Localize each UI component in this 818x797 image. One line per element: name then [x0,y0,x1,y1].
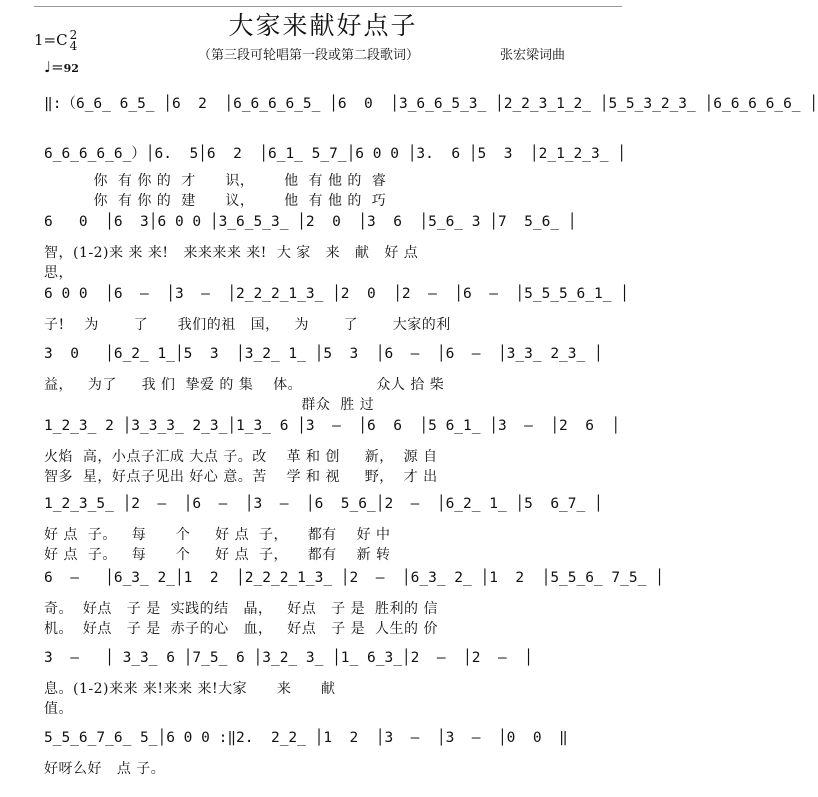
key-label: 1=C [34,31,68,49]
lyric-line: 值。 [44,701,73,717]
lyric-line: 子! 为 了 我们的祖 国， 为 了 大家的利 [44,317,451,333]
tempo-label: ♩= [44,58,64,76]
notation-row: 1̲2̲3̲ 2 │3̲3̲3̲ 2̲3̲│1̲3̲ 6 │3 – │6 6 │5 6̲1̲ │3 – │2 6 │ [44,418,621,434]
notation-row: 1̲2̲3̲5̲ │2 – │6 – │3 – │6 5̲6̲│2 – │6̲2̲ 1̲ │5 6̲7̲ │ [44,496,603,512]
key-signature [34,30,77,52]
notation-row: 6 0 │6 3│6 0 0 │3̲6̲5̲3̲ │2 0 │3 6 │5̲6̲ 3 │7 5̲6̲ │ [44,214,577,230]
composer: 张宏梁词曲 [500,48,566,63]
subtitle: （第三段可轮唱第一段或第二段歌词） [198,48,420,63]
song-title: 大家来献好点子 [228,11,418,40]
tempo-mark [44,58,79,76]
lyric-line: 好呀么好 点 子。 [44,761,166,777]
lyric-line: 智，(1-2)来 来 来! 来来来来 来! 大 家 来 献 好 点 [44,245,419,261]
lyric-line: 你 有 你 的 建 议， 他 有 他 的 巧 [44,193,387,209]
lyric-line: 好 点 子。 每 个 好 点 子， 都有 新 转 [44,547,391,563]
lyric-line: 你 有 你 的 才 识， 他 有 他 的 睿 [44,173,387,189]
lyric-line: 息。(1-2)来来 来!来来 来!大家 来 献 [44,681,336,697]
notation-row: 6 0 0 │6 – │3 – │2̲2̲2̲1̲3̲ │2 0 │2 – │6 – │5̲5̲5̲6̲1̲ │ [44,286,629,302]
lyric-line: 奇。 好点 子 是 实践的结 晶， 好点 子 是 胜利的 信 [44,601,438,617]
lyric-line: 群众 胜 过 [44,397,375,413]
notation-row: ‖:（6̲6̲ 6̲5̲ │6 2 │6̲6̲6̲6̲5̲ │6 0 │3̲6̲6̲5̲3̲ │2̲2̲3̲1̲2̲ │5̲5̲3̲2̲3̲ │6̲6̲6̲6̲6̲ │ [44,96,818,112]
lyric-line: 好 点 子。 每 个 好 点 子， 都有 好 中 [44,527,391,543]
lyric-line: 思， [44,265,73,281]
lyric-line: 益， 为了 我 们 挚爱 的 集 体。 众人 拾 柴 [44,377,445,393]
time-bottom: 4 [69,39,78,53]
tempo-value: 92 [63,62,79,75]
notation-row: 3 – │ 3̲3̲ 6 │7̲5̲ 6 │3̲2̲ 3̲ │1̲ 6̲3̲│2 – │2 – │ [44,650,533,666]
time-top: 2 [69,28,78,42]
notation-row: 5̲5̲6̲7̲6̲ 5̲│6 0 0 :‖2. 2̲2̲ │1 2 │3 – │3 – │0 0 ‖ [44,730,568,746]
lyric-line: 机。 好点 子 是 赤子的心 血， 好点 子 是 人生的 价 [44,621,438,637]
notation-row: 6 – │6̲3̲ 2̲│1 2 │2̲2̲2̲1̲3̲ │2 – │6̲3̲ 2̲ │1 2 │5̲5̲6̲ 7̲5̲ │ [44,570,664,586]
lyric-line: 智多 星，好点子见出 好心 意。苦 学 和 视 野， 才 出 [44,469,438,485]
notation-row: 6̲6̲6̲6̲6̲）│6. 5│6 2 │6̲1̲ 5̲7̲│6 0 0 │3. 6 │5 3 │2̲1̲2̲3̲ │ [44,146,626,162]
notation-row: 3 0 │6̲2̲ 1̲│5 3 │3̲2̲ 1̲ │5 3 │6 – │6 – │3̲3̲ 2̲3̲ │ [44,346,603,362]
lyric-line: 火焰 高，小点子汇成 大点 子。改 革 和 创 新， 源 自 [44,449,438,465]
